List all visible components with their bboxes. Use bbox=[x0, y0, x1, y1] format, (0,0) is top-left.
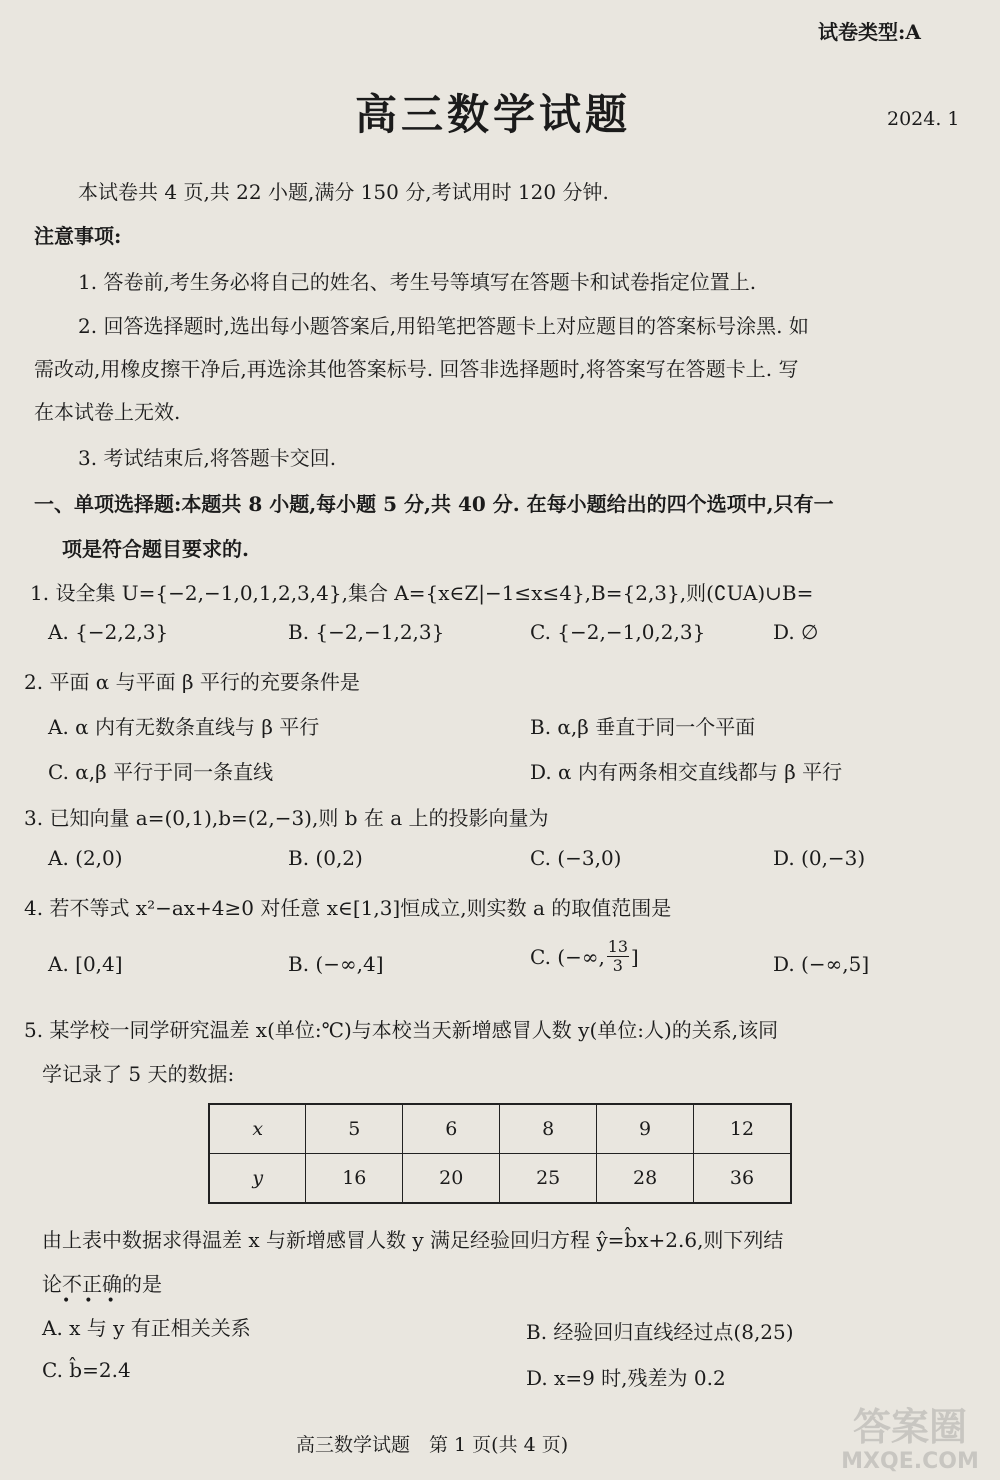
fraction-numerator: 13 bbox=[607, 937, 629, 956]
option-b: B. {−2,−1,2,3} bbox=[288, 620, 445, 644]
watermark-cn: 答案圈 bbox=[852, 1405, 968, 1449]
notice-item-3: 3. 考试结束后,将答题卡交回. bbox=[78, 446, 337, 470]
table-cell: 5 bbox=[306, 1104, 403, 1154]
question-stem-line-2: 学记录了 5 天的数据: bbox=[42, 1062, 235, 1086]
option-d: D. α 内有两条相交直线都与 β 平行 bbox=[530, 760, 843, 784]
table-cell: 20 bbox=[403, 1154, 500, 1204]
table-cell: 12 bbox=[694, 1104, 791, 1154]
question-stem-line-1: 5. 某学校一同学研究温差 x(单位:℃)与本校当天新增感冒人数 y(单位:人)的关系,该同 bbox=[24, 1018, 779, 1042]
table-cell: 28 bbox=[597, 1154, 694, 1204]
option-a: A. x 与 y 有正相关关系 bbox=[42, 1316, 251, 1340]
option-c: C. α,β 平行于同一条直线 bbox=[48, 760, 274, 784]
question-stem: 4. 若不等式 x²−ax+4≥0 对任意 x∈[1,3]恒成立,则实数 a 的取值范围是 bbox=[24, 896, 672, 920]
question-stem: 1. 设全集 U={−2,−1,0,1,2,3,4},集合 A={x∈Z|−1≤x≤4},B={2,3},则(∁UA)∪B= bbox=[30, 581, 814, 605]
watermark-logo bbox=[830, 1398, 990, 1476]
table-cell: 25 bbox=[500, 1154, 597, 1204]
notice-item-2-line-3: 在本试卷上无效. bbox=[34, 400, 181, 424]
page-title: 高三数学试题 bbox=[355, 90, 632, 139]
table-cell: 6 bbox=[403, 1104, 500, 1154]
table-cell: 9 bbox=[597, 1104, 694, 1154]
option-b: B. α,β 垂直于同一个平面 bbox=[530, 715, 756, 739]
intro-text: 本试卷共 4 页,共 22 小题,满分 150 分,考试用时 120 分钟. bbox=[78, 180, 609, 204]
option-b: B. (0,2) bbox=[288, 846, 363, 870]
exam-date: 2024. 1 bbox=[887, 108, 960, 130]
option-d: D. ∅ bbox=[773, 620, 819, 644]
table-row bbox=[209, 1154, 791, 1204]
option-b: B. 经验回归直线经过点(8,25) bbox=[526, 1320, 794, 1344]
table-cell: 16 bbox=[306, 1154, 403, 1204]
table-row bbox=[209, 1104, 791, 1154]
emphasis-dots: ••• bbox=[62, 1293, 129, 1309]
option-c-prefix: C. (−∞, bbox=[530, 944, 605, 969]
notice-heading: 注意事项: bbox=[34, 224, 122, 248]
paper-type: 试卷类型:A bbox=[818, 20, 921, 44]
table-cell: 36 bbox=[694, 1154, 791, 1204]
option-c: C. b̂=2.4 bbox=[42, 1358, 131, 1382]
watermark-en: MXQE.COM bbox=[841, 1449, 979, 1474]
option-b: B. (−∞,4] bbox=[288, 952, 384, 976]
option-d: D. (0,−3) bbox=[773, 846, 866, 870]
option-c bbox=[530, 938, 639, 975]
fraction bbox=[607, 938, 629, 975]
option-c-suffix: ] bbox=[630, 944, 639, 969]
section-heading-line-1: 一、单项选择题:本题共 8 小题,每小题 5 分,共 40 分. 在每小题给出的四个选项中,只有一 bbox=[34, 492, 834, 516]
option-d: D. (−∞,5] bbox=[773, 952, 870, 976]
section-heading-line-2: 项是符合题目要求的. bbox=[62, 537, 249, 561]
notice-item-2-line-1: 2. 回答选择题时,选出每小题答案后,用铅笔把答题卡上对应题目的答案标号涂黑. 如 bbox=[78, 314, 809, 338]
option-a: A. (2,0) bbox=[48, 846, 123, 870]
option-c: C. (−3,0) bbox=[530, 846, 622, 870]
option-c: C. {−2,−1,0,2,3} bbox=[530, 620, 706, 644]
option-a: A. [0,4] bbox=[48, 952, 123, 976]
question-text-line-2: 论不正确的是 bbox=[42, 1272, 162, 1296]
data-table bbox=[208, 1103, 792, 1204]
option-a: A. α 内有无数条直线与 β 平行 bbox=[48, 715, 320, 739]
notice-item-2-line-2: 需改动,用橡皮擦干净后,再选涂其他答案标号. 回答非选择题时,将答案写在答题卡上. 写 bbox=[34, 357, 799, 381]
row-header: x bbox=[209, 1104, 306, 1154]
notice-item-1: 1. 答卷前,考生务必将自己的姓名、考生号等填写在答题卡和试卷指定位置上. bbox=[78, 270, 757, 294]
page-footer: 高三数学试题 第 1 页(共 4 页) bbox=[296, 1434, 569, 1456]
question-text-line-1: 由上表中数据求得温差 x 与新增感冒人数 y 满足经验回归方程 ŷ=b̂x+2.6,则下列结 bbox=[42, 1228, 784, 1252]
question-stem: 2. 平面 α 与平面 β 平行的充要条件是 bbox=[24, 670, 360, 694]
question-stem: 3. 已知向量 a=(0,1),b=(2,−3),则 b 在 a 上的投影向量为 bbox=[24, 806, 549, 830]
option-a: A. {−2,2,3} bbox=[48, 620, 169, 644]
row-header: y bbox=[209, 1154, 306, 1204]
option-d: D. x=9 时,残差为 0.2 bbox=[526, 1366, 726, 1390]
table-cell: 8 bbox=[500, 1104, 597, 1154]
fraction-denominator: 3 bbox=[612, 956, 623, 975]
